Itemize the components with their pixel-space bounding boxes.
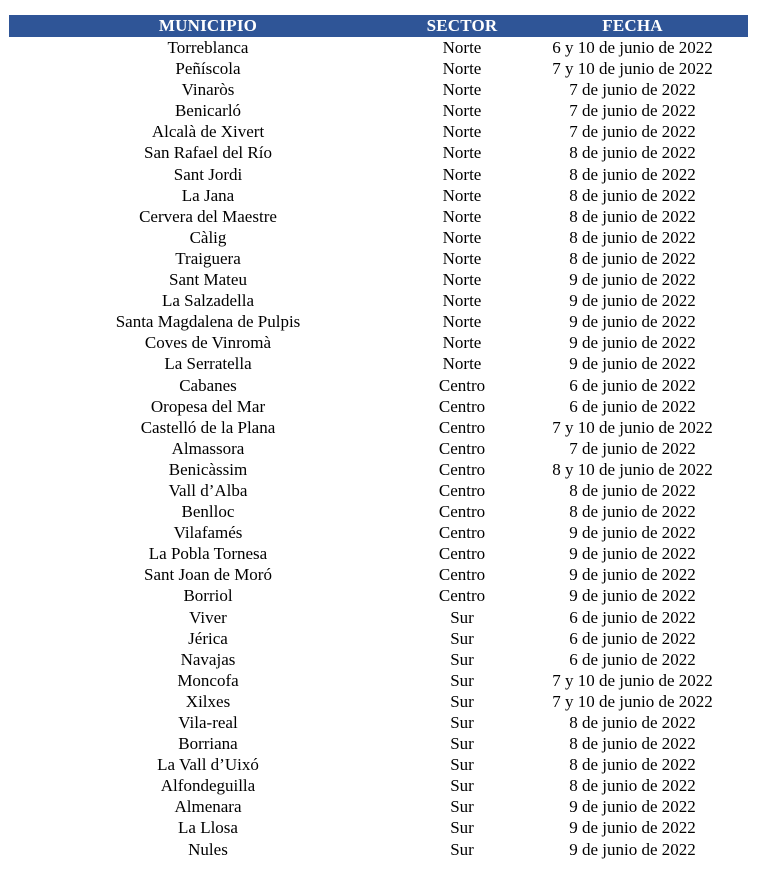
cell-municipio: Torreblanca <box>167 38 249 57</box>
cell-fecha: 9 de junio de 2022 <box>569 839 696 859</box>
cell-sector: Centro <box>438 459 486 479</box>
cell-fecha: 6 de junio de 2022 <box>569 375 696 395</box>
header-municipio: MUNICIPIO <box>9 15 407 37</box>
cell-sector: Centro <box>438 544 486 564</box>
cell-fecha: 7 y 10 de junio de 2022 <box>552 670 713 690</box>
cell-sector: Sur <box>450 734 474 754</box>
cell-fecha: 9 de junio de 2022 <box>569 818 696 838</box>
cell-fecha: 7 de junio de 2022 <box>569 438 696 458</box>
cell-sector: Norte <box>442 227 482 247</box>
cell-sector: Sur <box>450 755 474 775</box>
table-row <box>9 585 748 606</box>
cell-fecha: 9 de junio de 2022 <box>569 797 696 817</box>
cell-sector: Norte <box>442 101 482 121</box>
cell-municipio: Nules <box>188 839 228 859</box>
cell-municipio: La Salzadella <box>161 291 255 311</box>
table-row <box>9 796 748 817</box>
cell-fecha: 8 de junio de 2022 <box>569 185 696 205</box>
table-row <box>9 353 748 374</box>
cell-municipio: Navajas <box>180 649 236 669</box>
cell-fecha: 7 y 10 de junio de 2022 <box>552 59 713 79</box>
cell-sector: Sur <box>450 776 474 796</box>
cell-municipio: Traiguera <box>175 248 241 268</box>
cell-fecha: 8 de junio de 2022 <box>569 713 696 732</box>
cell-sector: Sur <box>450 628 474 648</box>
cell-municipio: Sant Joan de Moró <box>144 565 272 585</box>
table-row <box>9 817 748 838</box>
table-row <box>9 37 748 58</box>
table-row <box>9 733 748 754</box>
cell-fecha: 8 de junio de 2022 <box>569 248 696 268</box>
cell-sector: Norte <box>442 80 482 100</box>
cell-fecha: 8 de junio de 2022 <box>569 227 696 247</box>
cell-municipio: Castelló de la Plana <box>140 417 276 437</box>
cell-fecha: 7 de junio de 2022 <box>569 122 696 142</box>
cell-municipio: La Serratella <box>164 354 252 374</box>
cell-fecha: 9 de junio de 2022 <box>569 586 696 606</box>
cell-sector: Centro <box>438 502 486 522</box>
cell-municipio: Jérica <box>188 628 228 648</box>
cell-municipio: Vilafamés <box>173 523 243 543</box>
cell-sector: Norte <box>442 122 482 142</box>
cell-fecha: 7 y 10 de junio de 2022 <box>552 691 713 711</box>
cell-sector: Norte <box>442 185 482 205</box>
table-body <box>9 37 748 860</box>
municipios-table <box>9 15 748 860</box>
header-sector: SECTOR <box>407 15 517 37</box>
table-row <box>9 459 748 480</box>
cell-sector: Centro <box>438 438 486 458</box>
cell-municipio: Sant Jordi <box>173 164 243 184</box>
table-row <box>9 649 748 670</box>
municipios-table-container <box>9 15 748 860</box>
cell-fecha: 7 de junio de 2022 <box>569 80 696 100</box>
cell-municipio: Viver <box>189 607 227 627</box>
table-row <box>9 311 748 332</box>
cell-sector: Sur <box>450 818 474 838</box>
cell-municipio: Almenara <box>174 797 242 817</box>
cell-fecha: 9 de junio de 2022 <box>569 333 696 353</box>
cell-fecha: 9 de junio de 2022 <box>569 291 696 311</box>
table-row <box>9 522 748 543</box>
cell-municipio: La Pobla Tornesa <box>148 544 268 564</box>
cell-fecha: 9 de junio de 2022 <box>569 544 696 564</box>
table-row <box>9 712 748 733</box>
cell-municipio: Vinaròs <box>181 80 235 100</box>
cell-fecha: 6 de junio de 2022 <box>569 607 696 627</box>
cell-sector: Centro <box>438 396 486 416</box>
table-row <box>9 332 748 353</box>
cell-municipio: Borriol <box>183 586 233 606</box>
cell-municipio: Almassora <box>171 438 245 458</box>
cell-fecha: 8 de junio de 2022 <box>569 776 696 796</box>
cell-fecha: 9 de junio de 2022 <box>569 270 696 290</box>
table-row <box>9 248 748 269</box>
table-row <box>9 206 748 227</box>
table-header <box>9 15 748 37</box>
table-row <box>9 438 748 459</box>
table-row <box>9 58 748 79</box>
table-row <box>9 839 748 860</box>
table-row <box>9 564 748 585</box>
cell-municipio: Benicàssim <box>168 459 248 479</box>
cell-fecha: 8 y 10 de junio de 2022 <box>552 459 713 479</box>
cell-sector: Norte <box>442 248 482 268</box>
cell-fecha: 8 de junio de 2022 <box>569 480 696 500</box>
table-row <box>9 79 748 100</box>
cell-municipio: La Llosa <box>178 818 238 838</box>
cell-municipio: Oropesa del Mar <box>150 396 266 416</box>
cell-municipio: Borriana <box>178 734 238 754</box>
cell-fecha: 8 de junio de 2022 <box>569 755 696 775</box>
cell-sector: Centro <box>438 523 486 543</box>
cell-municipio: Benicarló <box>174 101 242 121</box>
cell-sector: Norte <box>442 164 482 184</box>
table-row <box>9 670 748 691</box>
cell-municipio: San Rafael del Río <box>144 143 272 163</box>
cell-municipio: Vall d’Alba <box>168 480 248 500</box>
table-row <box>9 417 748 438</box>
cell-fecha: 7 y 10 de junio de 2022 <box>552 417 713 437</box>
cell-sector: Centro <box>438 480 486 500</box>
table-row <box>9 775 748 796</box>
cell-sector: Norte <box>442 59 482 79</box>
cell-fecha: 7 de junio de 2022 <box>569 101 696 121</box>
cell-municipio: Coves de Vinromà <box>144 333 272 353</box>
cell-sector: Sur <box>450 839 474 859</box>
table-row <box>9 142 748 163</box>
table-row <box>9 121 748 142</box>
table-row <box>9 607 748 628</box>
cell-sector: Centro <box>438 375 486 395</box>
table-row <box>9 100 748 121</box>
table-row <box>9 396 748 417</box>
cell-sector: Centro <box>438 565 486 585</box>
cell-sector: Centro <box>438 586 486 606</box>
cell-fecha: 8 de junio de 2022 <box>569 143 696 163</box>
table-row <box>9 269 748 290</box>
cell-municipio: Alfondeguilla <box>160 776 256 796</box>
cell-sector: Norte <box>442 143 482 163</box>
cell-municipio: Benlloc <box>181 502 235 522</box>
cell-sector: Sur <box>450 649 474 669</box>
table-row <box>9 754 748 775</box>
cell-sector: Sur <box>450 670 474 690</box>
cell-fecha: 9 de junio de 2022 <box>569 354 696 374</box>
cell-sector: Norte <box>442 270 482 290</box>
cell-municipio: Santa Magdalena de Pulpis <box>115 312 301 332</box>
cell-municipio: Càlig <box>189 227 227 247</box>
table-row <box>9 290 748 311</box>
cell-fecha: 6 de junio de 2022 <box>569 628 696 648</box>
cell-municipio: La Jana <box>181 185 235 205</box>
cell-fecha: 9 de junio de 2022 <box>569 523 696 543</box>
table-header-row <box>9 15 748 37</box>
cell-fecha: 6 y 10 de junio de 2022 <box>552 38 713 57</box>
cell-fecha: 8 de junio de 2022 <box>569 734 696 754</box>
table-row <box>9 628 748 649</box>
table-row <box>9 543 748 564</box>
cell-sector: Norte <box>442 354 482 374</box>
table-row <box>9 185 748 206</box>
cell-municipio: Cervera del Maestre <box>139 206 277 226</box>
header-fecha: FECHA <box>517 15 748 37</box>
cell-sector: Norte <box>442 38 482 57</box>
cell-fecha: 9 de junio de 2022 <box>569 565 696 585</box>
cell-fecha: 8 de junio de 2022 <box>569 502 696 522</box>
cell-municipio: Sant Mateu <box>169 270 247 290</box>
cell-sector: Centro <box>438 417 486 437</box>
table-row <box>9 691 748 712</box>
cell-municipio: Moncofa <box>177 670 239 690</box>
cell-sector: Norte <box>442 333 482 353</box>
cell-sector: Norte <box>442 291 482 311</box>
table-row <box>9 480 748 501</box>
cell-municipio: Peñíscola <box>175 59 241 79</box>
cell-municipio: Cabanes <box>179 375 237 395</box>
cell-sector: Sur <box>450 691 474 711</box>
cell-municipio: Alcalà de Xivert <box>151 122 265 142</box>
cell-municipio: La Vall d’Uixó <box>157 755 259 775</box>
table-row <box>9 375 748 396</box>
table-row <box>9 227 748 248</box>
table-row <box>9 164 748 185</box>
cell-fecha: 9 de junio de 2022 <box>569 312 696 332</box>
cell-municipio: Vila-real <box>178 713 238 732</box>
cell-fecha: 8 de junio de 2022 <box>569 164 696 184</box>
table-row <box>9 501 748 522</box>
cell-municipio: Xilxes <box>185 691 231 711</box>
cell-sector: Sur <box>450 797 474 817</box>
cell-sector: Sur <box>450 713 474 732</box>
cell-sector: Norte <box>442 206 482 226</box>
cell-sector: Norte <box>442 312 482 332</box>
cell-fecha: 8 de junio de 2022 <box>569 206 696 226</box>
cell-fecha: 6 de junio de 2022 <box>569 649 696 669</box>
cell-fecha: 6 de junio de 2022 <box>569 396 696 416</box>
cell-sector: Sur <box>450 607 474 627</box>
